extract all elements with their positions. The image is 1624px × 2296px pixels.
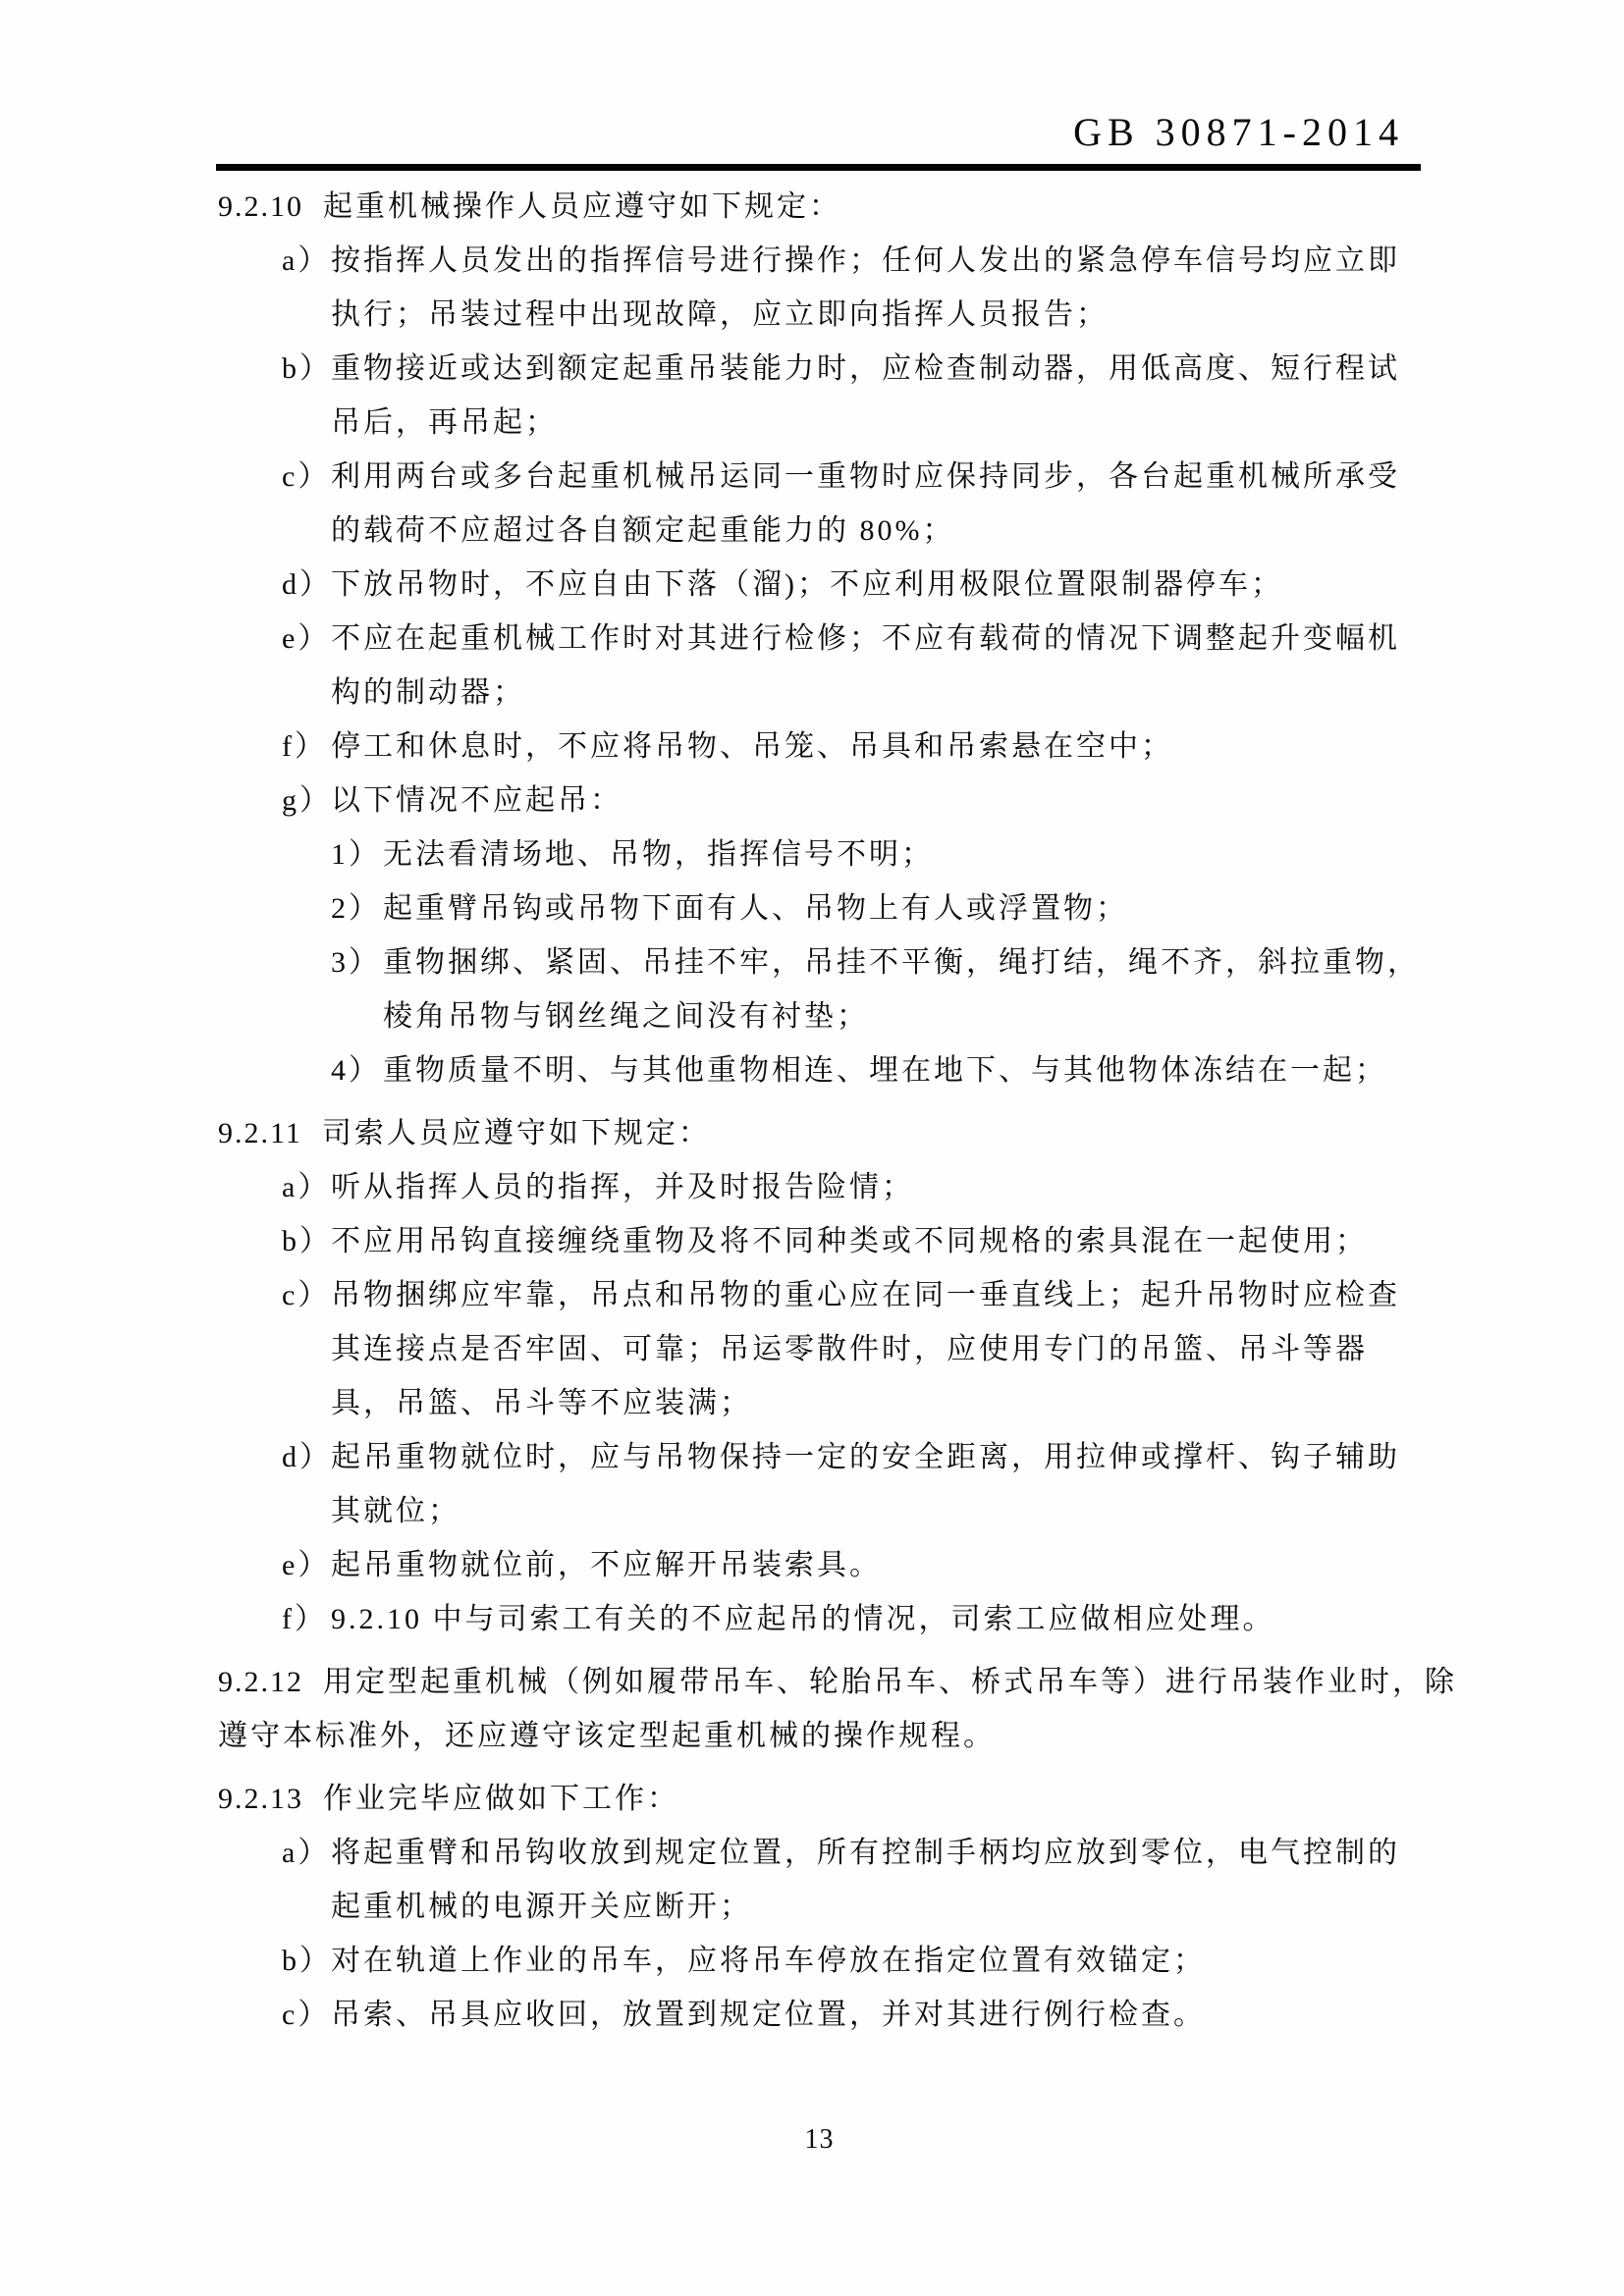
item-label: a） bbox=[282, 1837, 331, 1869]
item-text: 对在轨道上作业的吊车，应将吊车停放在指定位置有效锚定； bbox=[331, 1945, 1206, 1977]
item-text: 停工和休息时，不应将吊物、吊笼、吊具和吊索悬在空中； bbox=[331, 730, 1173, 763]
section-9-2-11 bbox=[218, 1106, 1421, 1646]
item-label: 3） bbox=[331, 946, 381, 979]
item-label: a） bbox=[282, 244, 331, 277]
standard-code: GB 30871-2014 bbox=[1073, 110, 1404, 154]
item-label: c） bbox=[282, 460, 331, 493]
item-text: 将起重臂和吊钩收放到规定位置，所有控制手柄均应放到零位，电气控制的起重机械的电源开关应断开； bbox=[331, 1837, 1400, 1923]
sub-list-item bbox=[218, 828, 1421, 881]
item-text: 无法看清场地、吊物，指挥信号不明； bbox=[383, 838, 934, 871]
list-item bbox=[218, 450, 1421, 558]
item-text: 吊索、吊具应收回，放置到规定位置，并对其进行例行检查。 bbox=[331, 1999, 1206, 2031]
list-item bbox=[218, 774, 1421, 828]
item-label: 1） bbox=[331, 838, 381, 871]
item-label: b） bbox=[282, 352, 332, 385]
item-text: 9.2.10 中与司索工有关的不应起吊的情况，司索工应做相应处理。 bbox=[331, 1603, 1275, 1635]
section-text: 用定型起重机械（例如履带吊车、轮胎吊车、桥式吊车等）进行吊装作业时，除遵守本标准外，还应遵守该定型起重机械的操作规程。 bbox=[218, 1666, 1457, 1752]
item-label: c） bbox=[282, 1999, 331, 2031]
item-text: 以下情况不应起吊： bbox=[331, 784, 623, 817]
sub-list-item bbox=[218, 935, 1421, 1043]
item-text: 按指挥人员发出的指挥信号进行操作；任何人发出的紧急停车信号均应立即执行；吊装过程中出现故障，应立即向指挥人员报告； bbox=[331, 244, 1400, 331]
section-9-2-12 bbox=[218, 1655, 1457, 1763]
list-item bbox=[218, 612, 1421, 720]
document-body bbox=[218, 180, 1457, 2042]
sub-list-item bbox=[218, 881, 1421, 935]
item-label: 2） bbox=[331, 892, 381, 925]
item-text: 重物接近或达到额定起重吊装能力时，应检查制动器，用低高度、短行程试吊后，再吊起； bbox=[331, 352, 1400, 439]
list-item bbox=[218, 1214, 1421, 1268]
section-number: 9.2.12 bbox=[218, 1666, 303, 1698]
list-item bbox=[218, 1934, 1421, 1988]
item-text: 重物捆绑、紧固、吊挂不牢，吊挂不平衡，绳打结，绳不齐，斜拉重物，棱角吊物与钢丝绳之间没有衬垫； bbox=[383, 946, 1420, 1033]
list-item bbox=[218, 1538, 1421, 1592]
item-label: f） bbox=[282, 1603, 327, 1635]
header-rule bbox=[216, 164, 1421, 171]
section-heading bbox=[218, 1772, 1421, 1826]
item-label: d） bbox=[282, 568, 332, 601]
list-item bbox=[218, 1430, 1421, 1538]
item-text: 起重臂吊钩或吊物下面有人、吊物上有人或浮置物； bbox=[383, 892, 1128, 925]
section-9-2-13 bbox=[218, 1772, 1421, 2042]
sub-list-item bbox=[218, 1043, 1421, 1097]
list-item bbox=[218, 234, 1421, 342]
item-text: 下放吊物时，不应自由下落（溜)；不应利用极限位置限制器停车； bbox=[331, 568, 1283, 601]
list-item bbox=[218, 1592, 1421, 1646]
item-text: 不应在起重机械工作时对其进行检修；不应有载荷的情况下调整起升变幅机构的制动器； bbox=[331, 622, 1400, 709]
item-text: 起吊重物就位前，不应解开吊装索具。 bbox=[331, 1549, 882, 1581]
section-title: 作业完毕应做如下工作： bbox=[323, 1783, 679, 1815]
list-item bbox=[218, 342, 1421, 450]
item-label: e） bbox=[282, 622, 331, 655]
list-item bbox=[218, 1160, 1421, 1214]
section-title: 起重机械操作人员应遵守如下规定： bbox=[323, 190, 841, 223]
section-title: 司索人员应遵守如下规定： bbox=[321, 1117, 711, 1149]
item-label: f） bbox=[282, 730, 327, 763]
list-item bbox=[218, 1988, 1421, 2042]
item-text: 起吊重物就位时，应与吊物保持一定的安全距离，用拉伸或撑杆、钩子辅助其就位； bbox=[331, 1441, 1400, 1527]
item-text: 重物质量不明、与其他重物相连、埋在地下、与其他物体冻结在一起； bbox=[383, 1054, 1387, 1087]
section-9-2-10 bbox=[218, 180, 1421, 1097]
section-heading bbox=[218, 1106, 1421, 1160]
item-label: e） bbox=[282, 1549, 331, 1581]
list-item bbox=[218, 558, 1421, 612]
item-label: a） bbox=[282, 1171, 331, 1203]
item-label: c） bbox=[282, 1279, 331, 1311]
item-text: 听从指挥人员的指挥，并及时报告险情； bbox=[331, 1171, 914, 1203]
item-text: 吊物捆绑应牢靠，吊点和吊物的重心应在同一垂直线上；起升吊物时应检查其连接点是否牢固、可靠；吊运零散件时，应使用专门的吊篮、吊斗等器具，吊篮、吊斗等不应装满； bbox=[331, 1279, 1400, 1419]
section-number: 9.2.10 bbox=[218, 190, 303, 223]
list-item bbox=[218, 720, 1421, 774]
item-label: b） bbox=[282, 1225, 332, 1257]
section-paragraph bbox=[218, 1655, 1457, 1763]
item-text: 利用两台或多台起重机械吊运同一重物时应保持同步，各台起重机械所承受的载荷不应超过各自额定起重能力的 80%； bbox=[331, 460, 1400, 547]
section-number: 9.2.13 bbox=[218, 1783, 303, 1815]
item-label: d） bbox=[282, 1441, 332, 1473]
item-label: 4） bbox=[331, 1054, 381, 1087]
item-label: b） bbox=[282, 1945, 332, 1977]
section-number: 9.2.11 bbox=[218, 1117, 302, 1149]
list-item bbox=[218, 1826, 1421, 1934]
section-heading bbox=[218, 180, 1421, 234]
page-number: 13 bbox=[804, 2124, 835, 2155]
item-text: 不应用吊钩直接缠绕重物及将不同种类或不同规格的索具混在一起使用； bbox=[331, 1225, 1368, 1257]
list-item bbox=[218, 1268, 1421, 1430]
item-label: g） bbox=[282, 784, 332, 817]
